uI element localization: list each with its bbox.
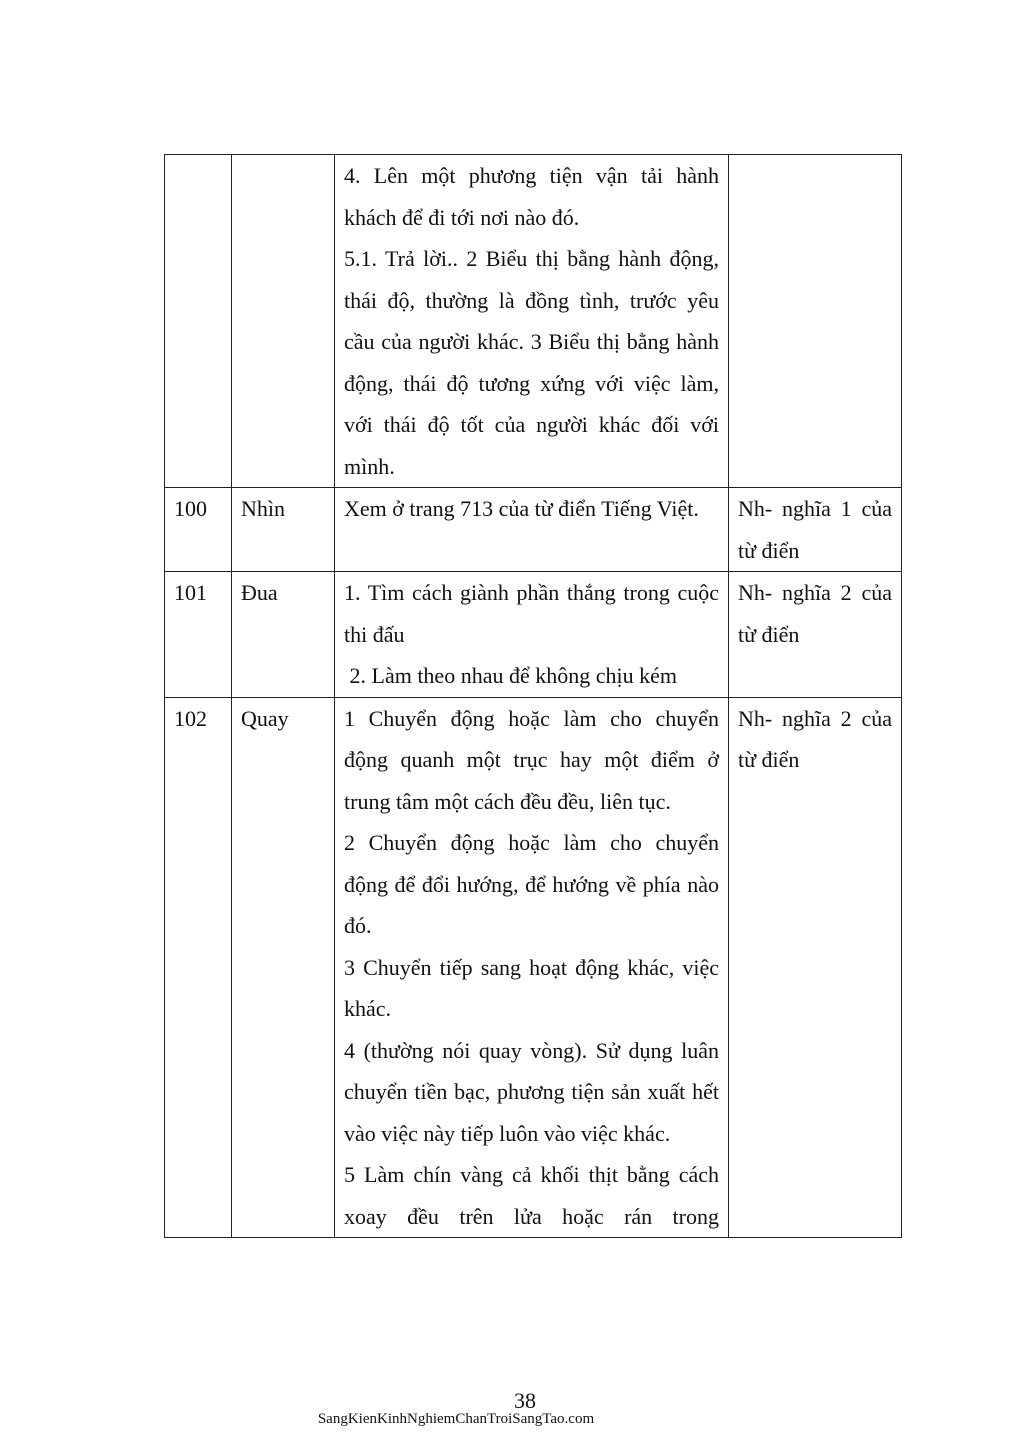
- entry-note-cell: Nh- nghĩa 1 của từ điển: [729, 488, 902, 572]
- entry-definition-cell: [335, 488, 729, 572]
- table-row: [165, 488, 902, 572]
- entry-note-cell: [729, 155, 902, 488]
- entry-word-cell: [232, 155, 335, 488]
- definition-paragraph: 4 (thường nói quay vòng). Sử dụng luân chuyển tiền bạc, phương tiện sản xuất hết vào việc này tiếp luôn vào việc khác.: [344, 1037, 719, 1146]
- definition-paragraph: 5 Làm chín vàng cả khối thịt bằng cách xoay đều trên lửa hoặc rán trong: [344, 1162, 719, 1229]
- entry-number-cell: [165, 155, 232, 488]
- table-row: [165, 697, 902, 1238]
- entry-definition-cell: [335, 572, 729, 698]
- entry-word-cell: Quay: [232, 697, 335, 1238]
- entry-word-cell: Nhìn: [232, 488, 335, 572]
- definition-paragraph: 2 Chuyển động hoặc làm cho chuyển động để đổi hướng, để hướng về phía nào đó.: [344, 830, 719, 938]
- dictionary-table: [164, 154, 902, 1238]
- definition-paragraph: 4. Lên một phương tiện vận tải hành khách để đi tới nơi nào đó.: [344, 163, 719, 230]
- definition-paragraph: 2. Làm theo nhau để không chịu kém: [344, 663, 677, 688]
- entry-number-cell: 101: [165, 572, 232, 698]
- entry-number-cell: 102: [165, 697, 232, 1238]
- entry-note-cell: Nh- nghĩa 2 của từ điển: [729, 697, 902, 1238]
- footer-website: SangKienKinhNghiemChanTroiSangTao.com: [317, 1411, 595, 1427]
- definition-paragraph: 3 Chuyển tiếp sang hoạt động khác, việc khác.: [344, 954, 719, 1021]
- entry-definition-cell: [335, 155, 729, 488]
- page-number: 38: [514, 1388, 536, 1413]
- definition-paragraph: Xem ở trang 713 của từ điển Tiếng Việt.: [344, 496, 699, 521]
- table-row: [165, 572, 902, 698]
- definition-paragraph: 5.1. Trả lời.. 2 Biểu thị bằng hành động, thái độ, thường là đồng tình, trước yêu cầu của người khác. 3 Biểu thị bằng hành động, thái độ tương xứng với việc làm, với thái độ tốt của người khác đối với mình.: [344, 246, 719, 479]
- entry-word-cell: Đua: [232, 572, 335, 698]
- entry-number-cell: 100: [165, 488, 232, 572]
- definition-paragraph: 1. Tìm cách giành phần thắng trong cuộc thi đấu: [344, 580, 719, 647]
- table-row: [165, 155, 902, 488]
- entry-note-cell: Nh- nghĩa 2 của từ điển: [729, 572, 902, 698]
- entry-definition-cell: [335, 697, 729, 1238]
- definition-paragraph: 1 Chuyển động hoặc làm cho chuyển động quanh một trục hay một điểm ở trung tâm một cách đều đều, liên tục.: [344, 705, 719, 814]
